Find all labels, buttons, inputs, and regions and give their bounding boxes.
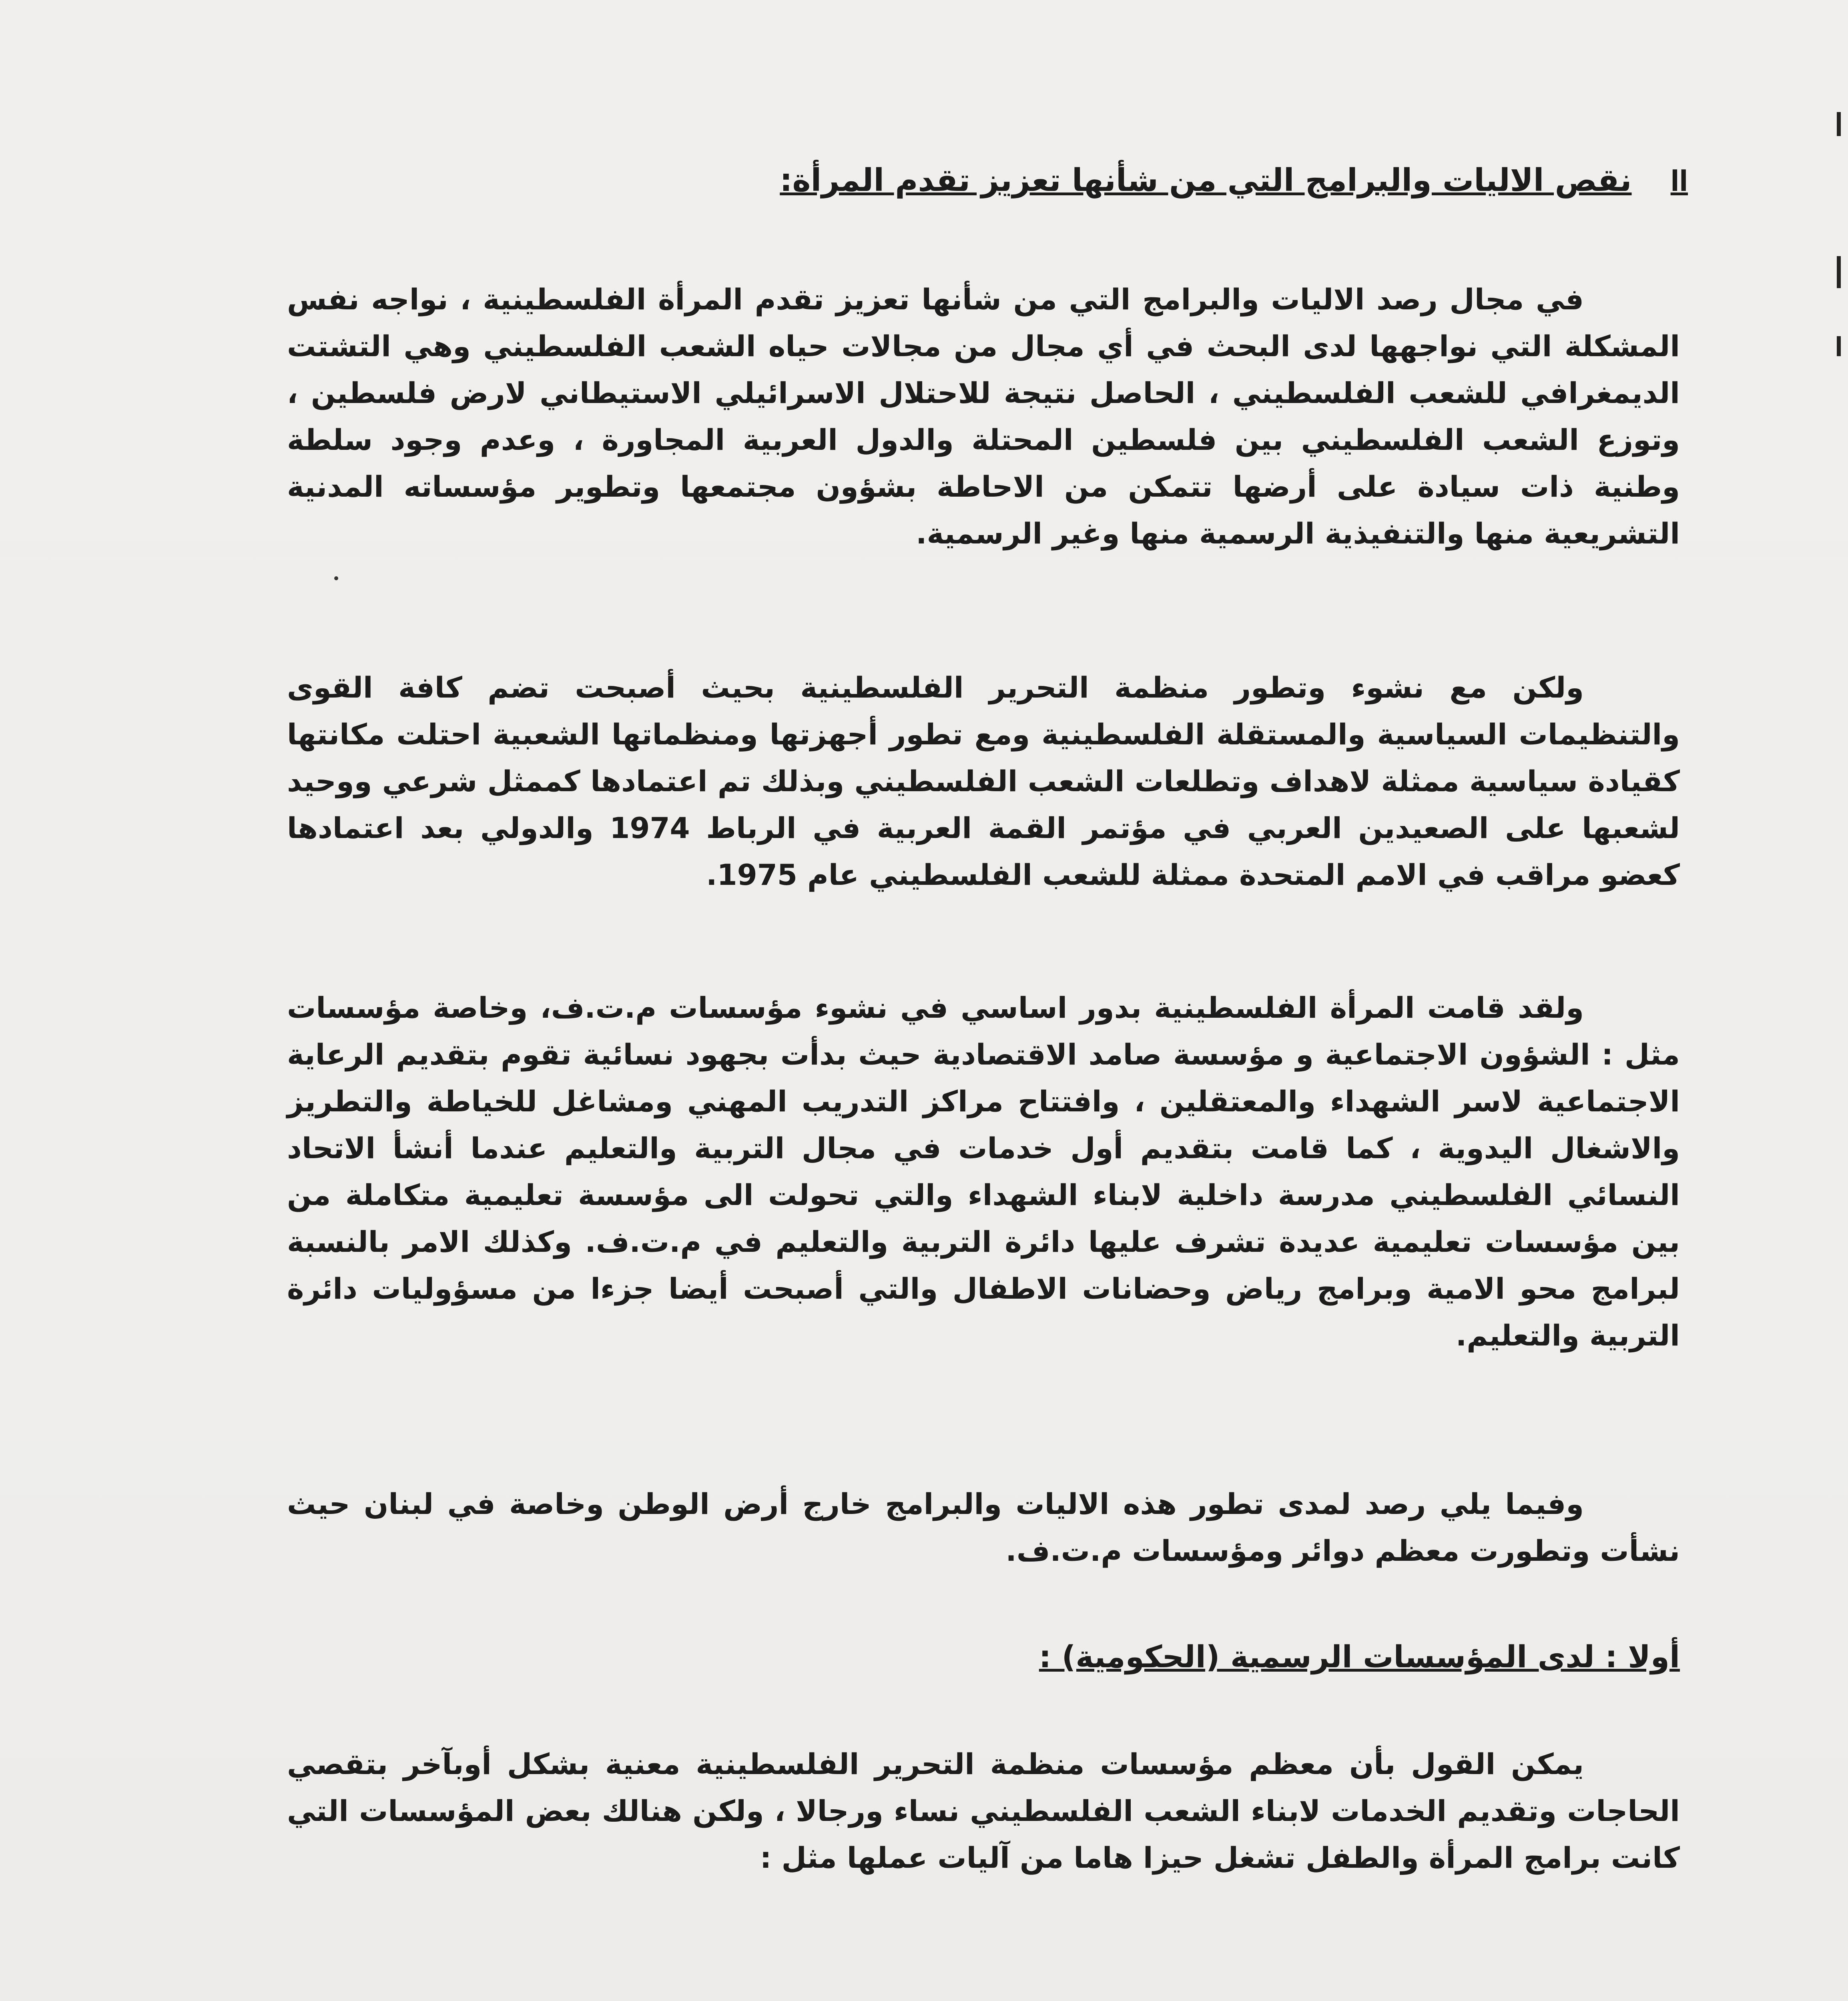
subsection-heading: أولا : لدى المؤسسات الرسمية (الحكومية) : [1039, 1639, 1680, 1674]
paragraph: ولقد قامت المرأة الفلسطينية بدور اساسي في نشوء مؤسسات م.ت.ف، وخاصة مؤسسات مثل : الشؤون الاجتماعية و مؤسسة صامد الاقتصادية حيث بدأت بجهود نسائية تقوم بتقديم الرعاية الاجتماعية لاسر الشهداء والمعتقلين ، وافتتاح مراكز التدريب المهني ومشاغل للخياطة والتطريز والاشغال اليدوية ، كما قامت بتقديم أول خدمات في مجال التربية والتعليم عندما أنشأ الاتحاد النسائي الفلسطيني مدرسة داخلية لابناء الشهداء والتي تحولت الى مؤسسة تعليمية متكاملة من بين مؤسسات تعليمية عديدة تشرف عليها دائرة التربية والتعليم في م.ت.ف. وكذلك الامر بالنسبة لبرامج محو الامية وبرامج رياض وحضانات الاطفال والتي أصبحت أيضا جزءا من مسؤوليات دائرة التربية والتعليم. [287, 991, 1680, 1352]
paragraph: في مجال رصد الاليات والبرامج التي من شأنها تعزيز تقدم المرأة الفلسطينية ، نواجه نفس المشكلة التي نواجهها لدى البحث في أي مجال من مجالات حياه الشعب الفلسطيني وهي التشتت الديمغرافي للشعب الفلسطيني ، الحاصل نتيجة للاحتلال الاسرائيلي الاستيطاني لارض فلسطين ، وتوزع الشعب الفلسطيني بين فلسطين المحتلة والدول العربية المجاورة ، وعدم وجود سلطة وطنية ذات سيادة على أرضها تتمكن من الاحاطة بشؤون مجتمعها وتطوير مؤسساته المدنية التشريعية منها والتنفيذية الرسمية منها وغير الرسمية. [287, 283, 1680, 550]
paragraph: يمكن القول بأن معظم مؤسسات منظمة التحرير الفلسطينية معنية بشكل أوبآخر بتقصي الحاجات وتقديم الخدمات لابناء الشعب الفلسطيني نساء ورجالا ، ولكن هنالك بعض المؤسسات التي كانت برامج المرأة والطفل تشغل حيزا هاما من آليات عملها مثل : [287, 1747, 1680, 1875]
binding-mark [1837, 112, 1841, 136]
section-title [287, 156, 1688, 205]
section-number: II [1670, 162, 1688, 198]
binding-mark [1837, 336, 1841, 356]
paragraph: ولكن مع نشوء وتطور منظمة التحرير الفلسطينية بحيث أصبحت تضم كافة القوى والتنظيمات السياسية والمستقلة الفلسطينية ومع تطور أجهزتها ومنظماتها الشعبية احتلت مكانتها كقيادة سياسية ممثلة لاهداف وتطلعات الشعب الفلسطيني وبذلك تم اعتمادها كممثل شرعي ووحيد لشعبها على الصعيدين العربي في مؤتمر القمة العربية في الرباط 1974 والدولي بعد اعتمادها كعضو مراقب في الامم المتحدة ممثلة للشعب الفلسطيني عام 1975. [287, 671, 1680, 892]
scan-speck [334, 576, 338, 580]
binding-mark [1837, 256, 1841, 288]
paragraph: وفيما يلي رصد لمدى تطور هذه الاليات والبرامج خارج أرض الوطن وخاصة في لبنان حيث نشأت وتطورت معظم دوائر ومؤسسات م.ت.ف. [287, 1487, 1680, 1568]
section-title-text: نقص الاليات والبرامج التي من شأنها تعزيز تقدم المرأة: [780, 162, 1632, 198]
binding-edge-marks [1829, 112, 1841, 392]
